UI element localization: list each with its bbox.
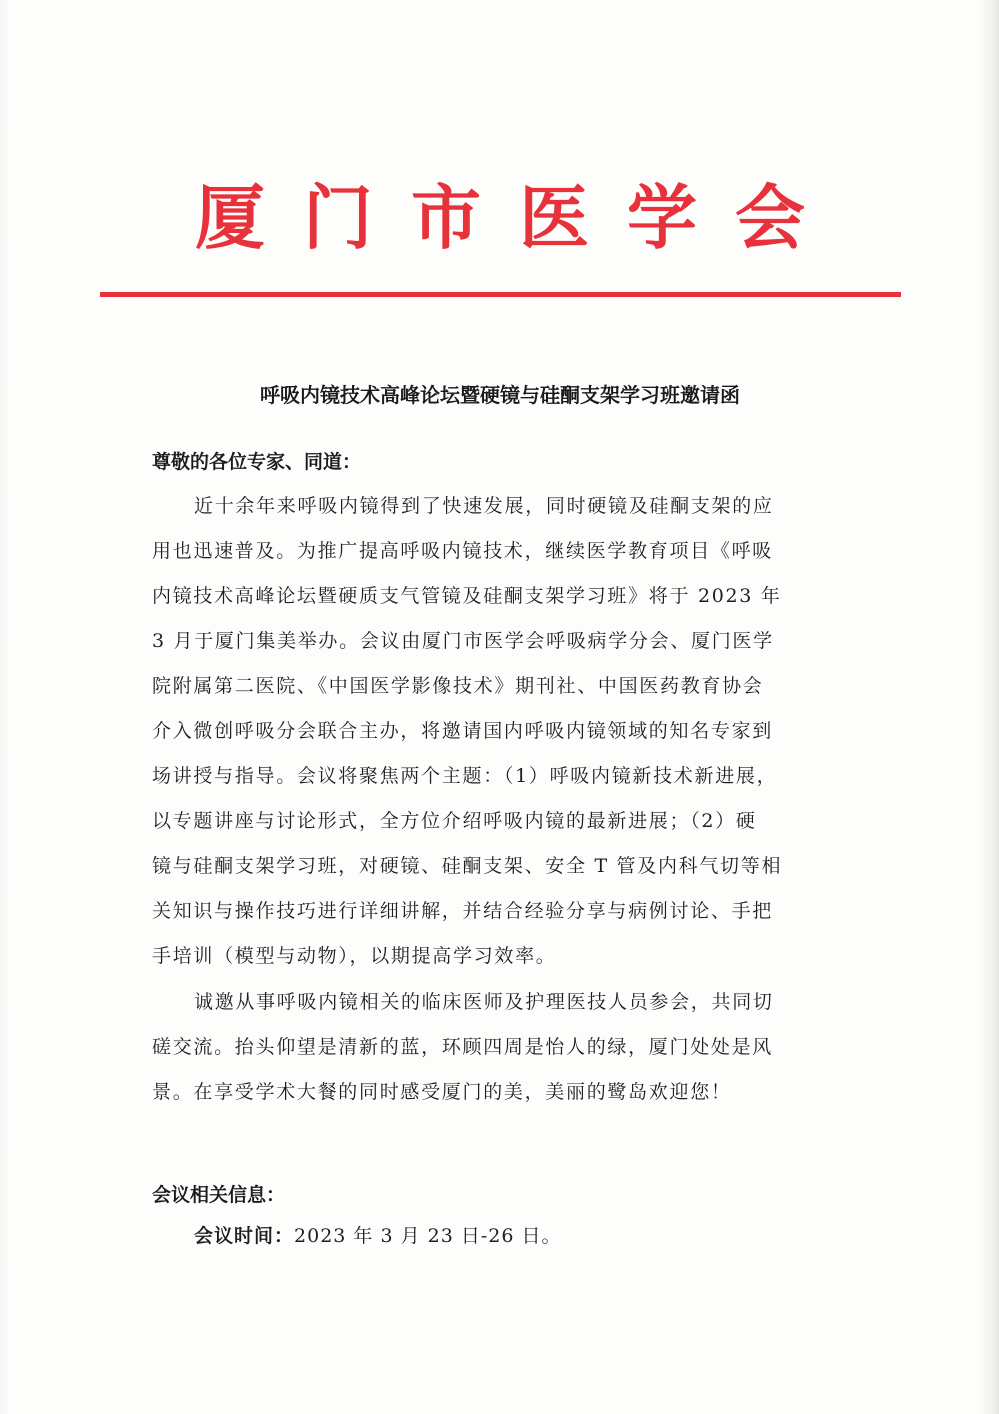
paragraph-line: 景。在享受学术大餐的同时感受厦门的美，美丽的鹭岛欢迎您！ [152, 1081, 732, 1103]
paragraph-invitation [152, 980, 852, 1115]
paragraph-line: 场讲授与指导。会议将聚焦两个主题：（1）呼吸内镜新技术新进展， [152, 765, 778, 787]
letterhead-organization: 厦门市医学会 [195, 176, 843, 259]
document-title: 呼吸内镜技术高峰论坛暨硬镜与硅酮支架学习班邀请函 [260, 383, 740, 407]
paragraph-intro [152, 484, 852, 979]
paragraph-line: 以专题讲座与讨论形式，全方位介绍呼吸内镜的最新进展；（2）硬 [152, 810, 757, 832]
meeting-time [194, 1218, 561, 1254]
paragraph-line: 镜与硅酮支架学习班，对硬镜、硅酮支架、安全 T 管及内科气切等相 [152, 855, 783, 877]
letterhead-red-rule [100, 292, 901, 297]
paragraph-line: 关知识与操作技巧进行详细讲解，并结合经验分享与病例讨论、手把 [152, 900, 774, 922]
scan-shadow-left [0, 0, 10, 1414]
paragraph-line: 院附属第二医院、《中国医学影像技术》期刊社、中国医药教育协会 [152, 675, 764, 697]
paragraph-line: 介入微创呼吸分会联合主办，将邀请国内呼吸内镜领域的知名专家到 [152, 720, 774, 742]
paragraph-line: 磋交流。抬头仰望是清新的蓝，环顾四周是怡人的绿，厦门处处是风 [152, 1036, 774, 1058]
meeting-info-heading: 会议相关信息： [152, 1184, 286, 1206]
paragraph-line: 近十余年来呼吸内镜得到了快速发展，同时硬镜及硅酮支架的应 [194, 495, 774, 517]
salutation: 尊敬的各位专家、同道： [152, 451, 362, 473]
meeting-time-value: 2023 年 3 月 23 日-26 日。 [294, 1225, 562, 1247]
paragraph-line: 3 月于厦门集美举办。会议由厦门市医学会呼吸病学分会、厦门医学 [152, 630, 774, 652]
meeting-time-label: 会议时间： [194, 1225, 295, 1247]
paragraph-line: 诚邀从事呼吸内镜相关的临床医师及护理医技人员参会，共同切 [194, 991, 774, 1013]
scan-shadow-right [977, 0, 999, 1414]
paragraph-line: 内镜技术高峰论坛暨硬质支气管镜及硅酮支架学习班》将于 2023 年 [152, 585, 782, 607]
paragraph-line: 用也迅速普及。为推广提高呼吸内镜技术，继续医学教育项目《呼吸 [152, 540, 774, 562]
paragraph-line: 手培训（模型与动物），以期提高学习效率。 [152, 945, 557, 967]
